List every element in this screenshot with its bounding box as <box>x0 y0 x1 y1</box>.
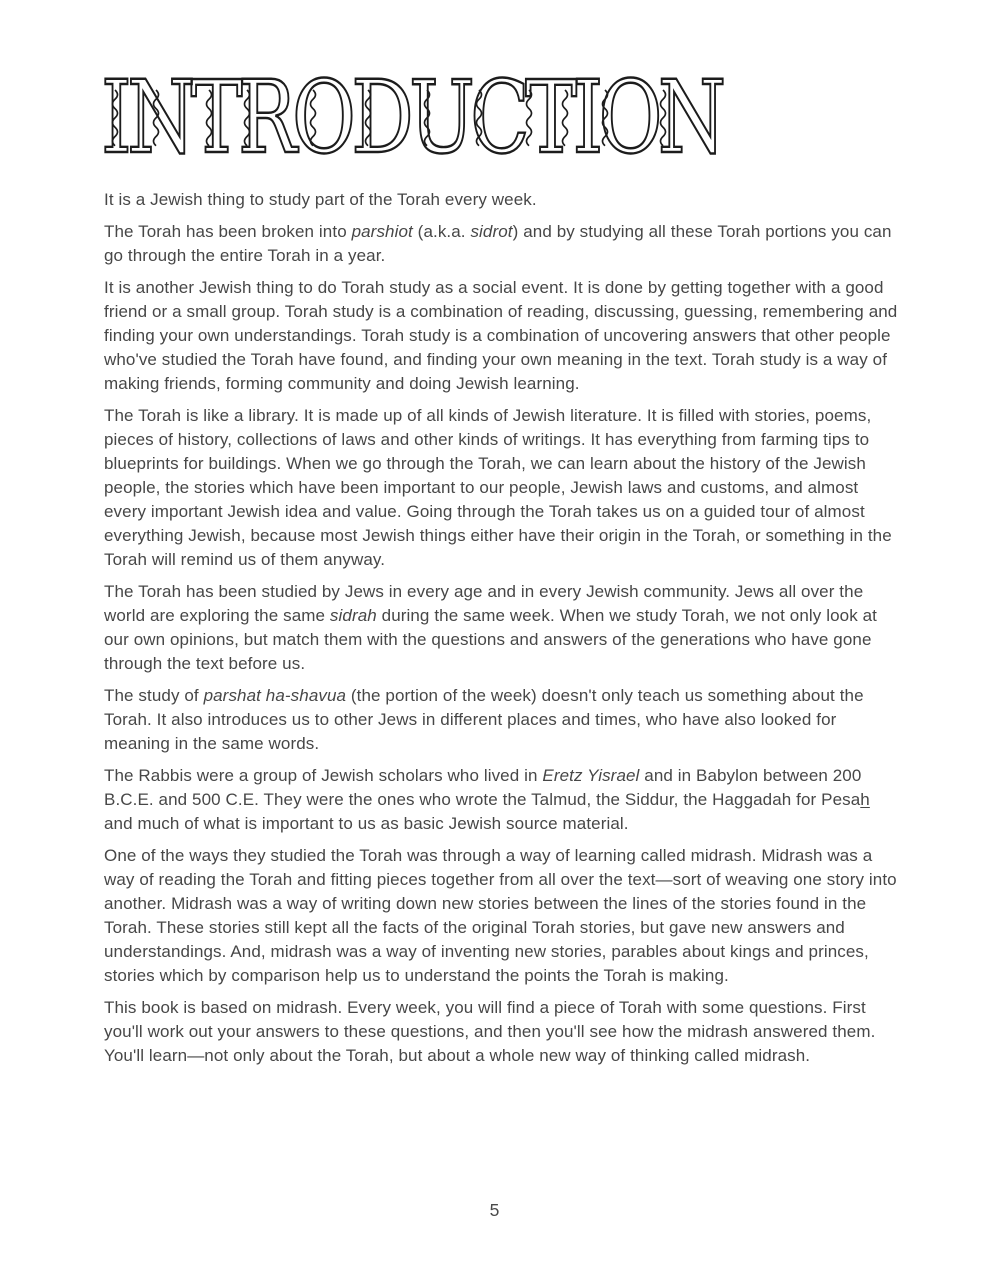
italic-term: parshat ha-shavua <box>203 686 347 705</box>
text-run: It is another Jewish thing to do Torah study as a social event. It is done by getting together with a good friend or a small group. Torah study is a combination of reading, discussing, guessing, remembering and finding your own understandings. Torah study is a combination of uncovering answers that other people who've studied the Torah have found, and finding your own meaning in the text. Torah study is a way of making friends, forming community and doing Jewish learning. <box>104 278 898 393</box>
paragraph <box>104 684 900 756</box>
text-run: The Torah has been broken into <box>104 222 352 241</box>
paragraph <box>104 764 900 836</box>
text-run: ) and by studying all these Torah portions you can go through the entire Torah in a year. <box>104 222 892 265</box>
page-number: 5 <box>489 1200 500 1220</box>
chapter-title-text: INTRODUCTION <box>101 64 722 168</box>
text-run: The study of <box>104 686 204 705</box>
paragraph <box>104 580 900 676</box>
text-run: during the same week. When we study Torah, we not only look at our own opinions, but match them with the questions and answers of the generations who have gone through the text before us. <box>104 606 878 673</box>
text-run: (a.k.a. <box>412 222 471 241</box>
text-run: and in Babylon between 200 B.C.E. and 500 C.E. They were the ones who wrote the Talmud, the Siddur, the Haggadah for Pesa <box>104 766 862 809</box>
paragraph <box>104 188 900 212</box>
text-run: The Rabbis were a group of Jewish scholars who lived in <box>104 766 543 785</box>
chapter-title-art <box>101 64 741 168</box>
paragraph <box>104 276 900 396</box>
text-run: The Torah is like a library. It is made up of all kinds of Jewish literature. It is filled with stories, poems, pieces of history, collections of laws and other kinds of writings. It has everything from farming tips to blueprints for buildings. When we go through the Torah, we can learn about the history of the Jewish people, the stories which have been important to our people, Jewish laws and customs, and almost every important Jewish idea and value. Going through the Torah takes us on a guided tour of almost everything Jewish, because most Jewish things either have their origin in the Torah, or something in the Torah will remind us of them anyway. <box>104 406 892 569</box>
italic-term: sidrah <box>329 606 377 625</box>
paragraph <box>104 844 900 988</box>
chapter-title <box>101 64 741 168</box>
text-run: (the portion of the week) doesn't only teach us something about the Torah. It also introduces us to other Jews in different places and times, who have also looked for meaning in the same words. <box>104 686 864 753</box>
text-run: and much of what is important to us as basic Jewish source material. <box>104 814 629 833</box>
text-run: This book is based on midrash. Every week, you will find a piece of Torah with some questions. First you'll work out your answers to these questions, and then you'll see how the midrash answered them. You'll learn—not only about the Torah, but about a whole new way of thinking called midrash. <box>104 998 876 1065</box>
paragraph <box>104 220 900 268</box>
text-run: One of the ways they studied the Torah was through a way of learning called midrash. Midrash was a way of reading the Torah and fitting pieces together from all over the text—sort of weaving one story into another. Midrash was a way of writing down new stories between the lines of the stories found in the Torah. These stories still kept all the facts of the original Torah stories, but gave new answers and understandings. And, midrash was a way of inventing new stories, parables about kings and princes, stories which by comparison help us to understand the points the Torah is making. <box>104 846 897 985</box>
italic-term: sidrot <box>470 222 513 241</box>
italic-term: parshiot <box>351 222 413 241</box>
paragraph <box>104 404 900 572</box>
text-run: The Torah has been studied by Jews in every age and in every Jewish community. Jews all over the world are exploring the same <box>104 582 864 625</box>
paragraph <box>104 996 900 1068</box>
italic-term: Eretz Yisrael <box>542 766 640 785</box>
body-text <box>104 188 900 1076</box>
underlined-letter: h <box>860 790 870 809</box>
text-run: It is a Jewish thing to study part of the Torah every week. <box>104 190 537 209</box>
